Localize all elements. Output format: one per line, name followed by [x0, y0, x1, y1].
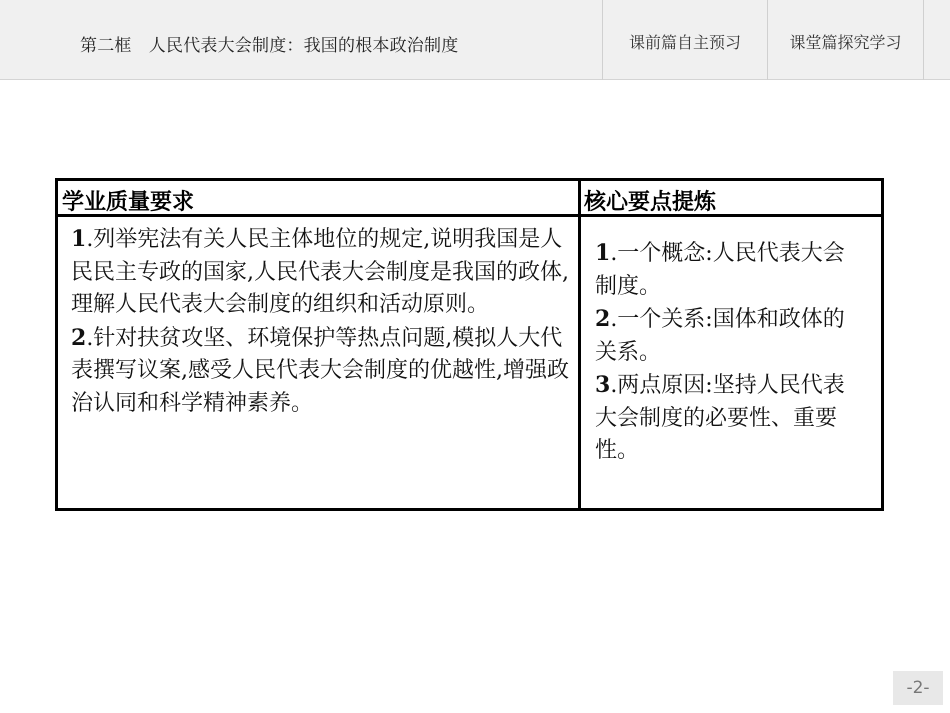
tab-preview-study[interactable]: 课前篇自主预习 — [602, 0, 767, 80]
key-points-cell — [595, 237, 863, 468]
item-number: 1 — [71, 226, 87, 252]
list-item — [595, 237, 863, 303]
tab-divider — [923, 0, 924, 80]
list-item — [71, 322, 571, 421]
column-divider — [578, 181, 581, 508]
page-title: 第二框 人民代表大会制度：我国的根本政治制度 — [80, 36, 459, 56]
item-text: .一个关系:国体和政体的关系。 — [595, 307, 845, 365]
list-item — [595, 303, 863, 369]
list-item — [595, 369, 863, 468]
item-number: 2 — [595, 306, 611, 332]
item-text: .两点原因:坚持人民代表大会制度的必要性、重要性。 — [595, 373, 845, 463]
item-text: .一个概念:人民代表大会制度。 — [595, 241, 845, 299]
item-number: 1 — [595, 240, 611, 266]
quality-requirements-cell — [71, 223, 571, 420]
requirements-table — [55, 178, 884, 511]
item-number: 3 — [595, 372, 611, 398]
item-text: .针对扶贫攻坚、环境保护等热点问题,模拟人大代表撰写议案,感受人民代表大会制度的优越性,增强政治认同和科学精神素养。 — [71, 325, 569, 416]
tab-classroom-explore[interactable]: 课堂篇探究学习 — [767, 0, 923, 80]
table-header-key-points: 核心要点提炼 — [580, 181, 881, 217]
table-header-quality: 学业质量要求 — [58, 181, 580, 217]
list-item — [71, 223, 571, 322]
top-bar — [0, 0, 950, 80]
item-text: .列举宪法有关人民主体地位的规定,说明我国是人民民主专政的国家,人民代表大会制度是我国的政体,理解人民代表大会制度的组织和活动原则。 — [71, 227, 569, 317]
page-number: -2- — [893, 671, 943, 705]
item-number: 2 — [71, 324, 87, 351]
